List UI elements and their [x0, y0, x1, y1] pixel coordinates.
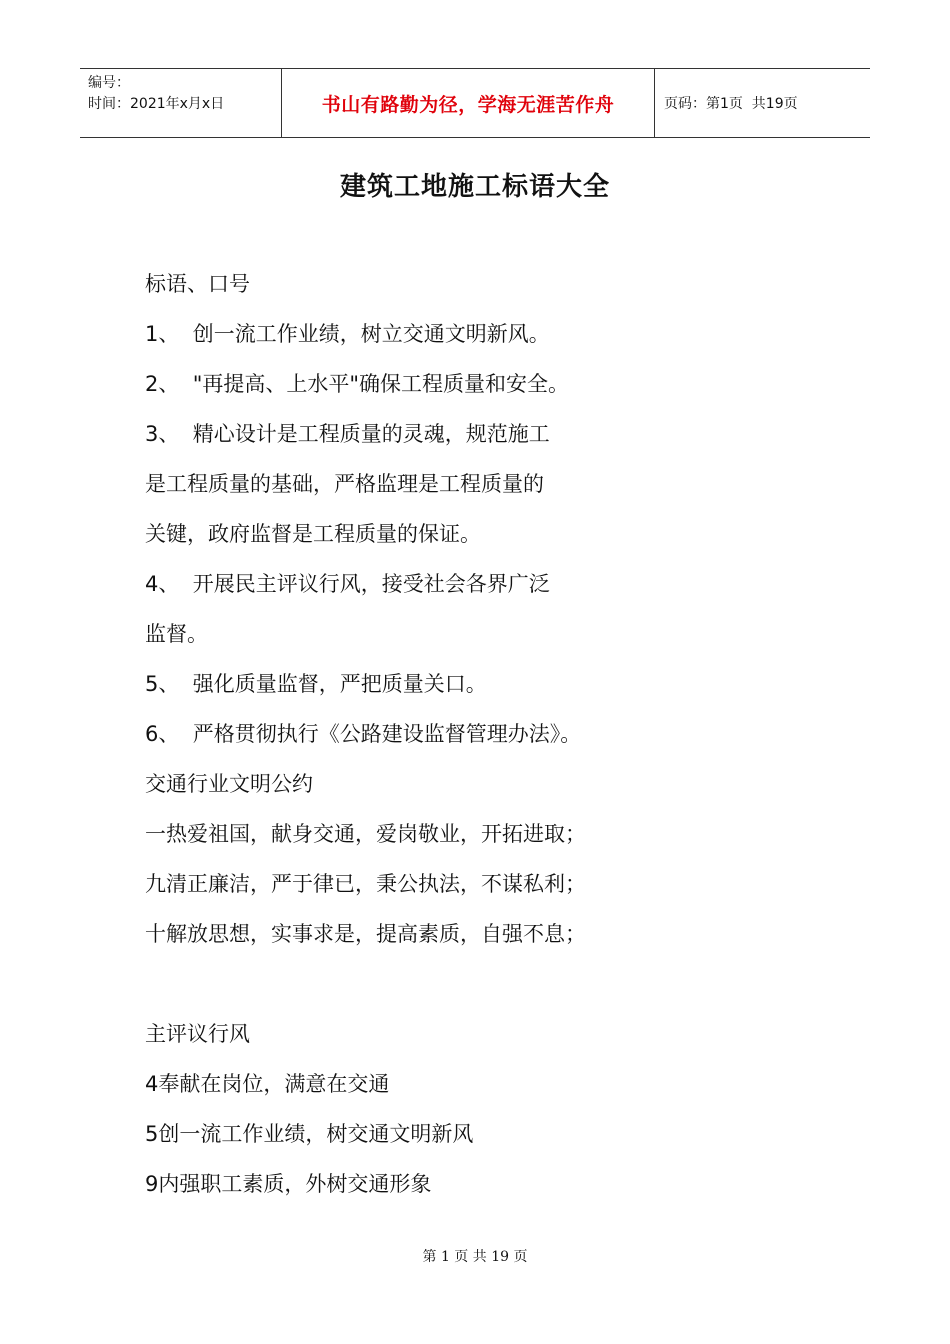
- body-line: 九清正廉洁，严于律已，秉公执法，不谋私利；: [145, 872, 586, 896]
- page-label: 页码：第1页 共19页: [664, 96, 798, 112]
- header-meta: [80, 69, 282, 137]
- body-line: 4奉献在岗位，满意在交通: [145, 1072, 390, 1096]
- body-line: 一热爱祖国，献身交通，爱岗敬业，开拓进取；: [145, 822, 586, 846]
- document-header: [80, 68, 870, 138]
- body-line: 1、 创一流工作业绩，树立交通文明新风。: [145, 322, 550, 346]
- body-line: 5、 强化质量监督，严把质量关口。: [145, 672, 487, 696]
- body-line: 2、 "再提高、上水平"确保工程质量和安全。: [145, 372, 570, 396]
- body-line: 标语、口号: [145, 272, 250, 296]
- body-line: 十解放思想，实事求是，提高素质，自强不息；: [145, 922, 586, 946]
- motto-text: 书山有路勤为径，学海无涯苦作舟: [321, 93, 615, 116]
- body-line: 3、 精心设计是工程质量的灵魂，规范施工: [145, 422, 550, 446]
- body-line: 是工程质量的基础，严格监理是工程质量的: [145, 472, 544, 496]
- body-line: 交通行业文明公约: [145, 772, 313, 796]
- page-footer: 第 1 页 共 19 页: [422, 1249, 528, 1265]
- header-motto-cell: [282, 69, 655, 137]
- blank-line: [145, 966, 805, 1016]
- body-line: 9内强职工素质，外树交通形象: [145, 1172, 432, 1196]
- body-line: 6、 严格贯彻执行《公路建设监督管理办法》。: [145, 722, 582, 746]
- document-body: [145, 266, 805, 1216]
- number-label: 编号：: [88, 75, 130, 91]
- body-line: 主评议行风: [145, 1022, 250, 1046]
- header-page-cell: [655, 69, 870, 137]
- date-label: 时间：2021年x月x日: [88, 96, 225, 112]
- body-line: 监督。: [145, 622, 208, 646]
- body-line: 5创一流工作业绩，树交通文明新风: [145, 1122, 474, 1146]
- body-line: 关键，政府监督是工程质量的保证。: [145, 522, 481, 546]
- page-title: 建筑工地施工标语大全: [339, 172, 610, 202]
- body-line: 4、 开展民主评议行风，接受社会各界广泛: [145, 572, 550, 596]
